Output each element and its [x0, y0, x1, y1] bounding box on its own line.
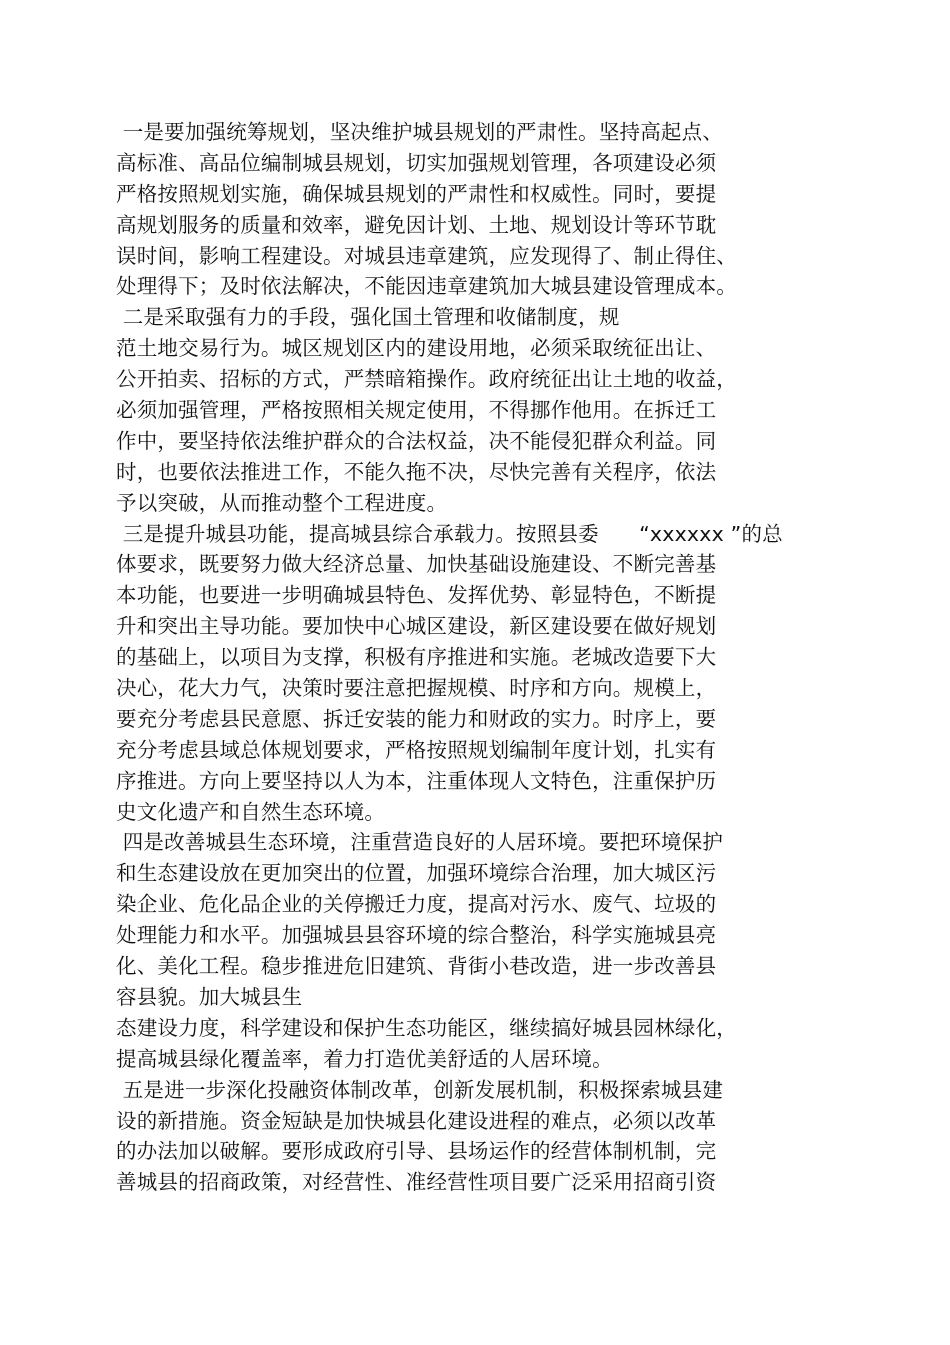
- text-line: 决心，花大力气，决策时要注意把握规模、时序和方向。规模上，: [116, 676, 717, 701]
- text-line: 化、美化工程。稳步推进危旧建筑、背街小巷改造，进一步改善县: [116, 954, 717, 979]
- text-line: 设的新措施。资金短缺是加快城县化建设进程的难点，必须以改革: [116, 1108, 717, 1133]
- text-line: 染企业、危化品企业的关停搬迁力度，提高对污水、废气、垃圾的: [116, 892, 717, 917]
- text-line: 时，也要依法推进工作，不能久拖不决，尽快完善有关程序，依法: [116, 459, 717, 484]
- text-line: 高标准、高品位编制城县规划，切实加强规划管理，各项建设必须: [116, 150, 717, 175]
- text-line: 态建设力度，科学建设和保护生态功能区，继续搞好城县园林绿化，: [116, 1015, 737, 1040]
- text-line: 升和突出主导功能。要加快中心城区建设，新区建设要在做好规划: [116, 614, 717, 639]
- text-line: 的基础上，以项目为支撑，积极有序推进和实施。老城改造要下大: [116, 645, 717, 670]
- text-line: 和生态建设放在更加突出的位置，加强环境综合治理，加大城区污: [116, 861, 717, 886]
- text-line: 善城县的招商政策，对经营性、准经营性项目要广泛采用招商引资: [116, 1170, 717, 1195]
- text-line: 的办法加以破解。要形成政府引导、县场运作的经营体制机制，完: [116, 1139, 717, 1164]
- text-line: 体要求，既要努力做大经济总量、加快基础设施建设、不断完善基: [116, 552, 717, 577]
- text-line: 二是采取强有力的手段，强化国土管理和收储制度，规: [116, 305, 620, 330]
- text-line: 一是要加强统筹规划，坚决维护城县规划的严肃性。坚持高起点、: [116, 120, 724, 144]
- text-line: 序推进。方向上要坚持以人为本，注重体现人文特色，注重保护历: [116, 768, 717, 793]
- text-line: 处理能力和水平。加强城县县容环境的综合整治，科学实施城县亮: [116, 923, 717, 948]
- text-line: 必须加强管理，严格按照相关规定使用，不得挪作他用。在拆迁工: [116, 398, 717, 423]
- text-line: 容县貌。加大城县生: [116, 984, 303, 1009]
- text-line: 公开拍卖、招标的方式，严禁暗箱操作。政府统征出让土地的收益，: [116, 367, 737, 392]
- text-line: 处理得下；及时依法解决，不能因违章建筑加大城县建设管理成本。: [116, 274, 737, 299]
- text-line: 史文化遗产和自然生态环境。: [116, 799, 386, 824]
- text-line: 范土地交易行为。城区规划区内的建设用地，必须采取统征出让、: [116, 336, 717, 361]
- text-line: 要充分考虑县民意愿、拆迁安装的能力和财政的实力。时序上，要: [116, 706, 717, 731]
- text-line: 予以突破，从而推动整个工程进度。: [116, 490, 448, 515]
- text-line: 高规划服务的质量和效率，避免因计划、土地、规划设计等环节耽: [116, 212, 717, 237]
- text-line: 作中，要坚持依法维护群众的合法权益，决不能侵犯群众利益。同: [116, 428, 717, 453]
- text-line: 严格按照规划实施，确保城县规划的严肃性和权威性。同时，要提: [116, 181, 717, 206]
- text-line: 四是改善城县生态环境，注重营造良好的人居环境。要把环境保护: [116, 830, 724, 855]
- text-line: 本功能，也要进一步明确城县特色、发挥优势、彰显特色，不断提: [116, 583, 717, 608]
- text-line: 误时间，影响工程建设。对城县违章建筑，应发现得了、制止得住、: [116, 243, 737, 268]
- body-text: [116, 117, 836, 1198]
- text-line: 充分考虑县域总体规划要求，严格按照规划编制年度计划，扎实有: [116, 737, 717, 762]
- text-line: 五是进一步深化投融资体制改革，创新发展机制，积极探索城县建: [116, 1077, 724, 1102]
- text-line: 三是提升城县功能，提高城县综合承载力。按照县委 “xxxxxx ”的总: [116, 521, 783, 546]
- text-line: 提高城县绿化覆盖率，着力打造优美舒适的人居环境。: [116, 1046, 613, 1071]
